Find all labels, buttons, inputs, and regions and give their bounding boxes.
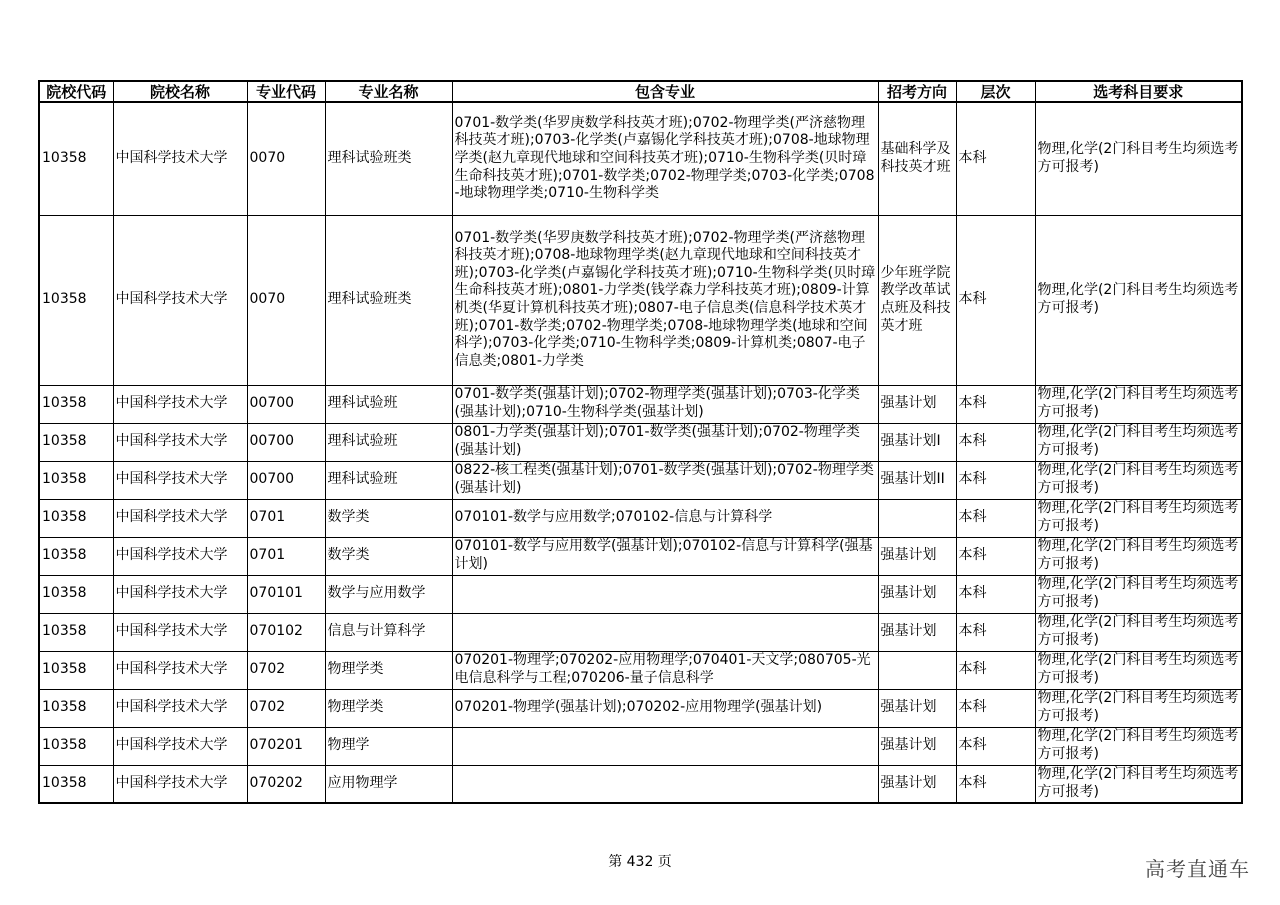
cell-school-name: 中国科学技术大学 bbox=[113, 689, 247, 727]
cell-major-name: 理科试验班 bbox=[325, 423, 452, 461]
table-row bbox=[39, 461, 1242, 499]
cell-school-name: 中国科学技术大学 bbox=[113, 215, 247, 385]
header-subject-requirement: 选考科目要求 bbox=[1035, 81, 1242, 102]
cell-major-code: 070102 bbox=[247, 613, 325, 651]
watermark-text: 高考直通车 bbox=[1145, 857, 1250, 881]
cell-school-name: 中国科学技术大学 bbox=[113, 727, 247, 765]
cell-direction: 强基计划 bbox=[878, 385, 956, 423]
cell-major-name: 物理学类 bbox=[325, 651, 452, 689]
header-direction: 招考方向 bbox=[878, 81, 956, 102]
table-row bbox=[39, 102, 1242, 215]
table-row bbox=[39, 689, 1242, 727]
cell-major-code: 070201 bbox=[247, 727, 325, 765]
cell-subject-requirement: 物理,化学(2门科目考生均须选考方可报考) bbox=[1035, 613, 1242, 651]
cell-school-name: 中国科学技术大学 bbox=[113, 385, 247, 423]
cell-direction: 强基计划 bbox=[878, 575, 956, 613]
cell-major-name: 应用物理学 bbox=[325, 765, 452, 803]
cell-subject-requirement: 物理,化学(2门科目考生均须选考方可报考) bbox=[1035, 689, 1242, 727]
cell-level: 本科 bbox=[956, 537, 1035, 575]
cell-subject-requirement: 物理,化学(2门科目考生均须选考方可报考) bbox=[1035, 499, 1242, 537]
cell-school-name: 中国科学技术大学 bbox=[113, 499, 247, 537]
cell-included-majors: 070201-物理学;070202-应用物理学;070401-天文学;080705-光电信息科学与工程;070206-量子信息科学 bbox=[452, 651, 878, 689]
cell-level: 本科 bbox=[956, 215, 1035, 385]
cell-school-name: 中国科学技术大学 bbox=[113, 575, 247, 613]
cell-level: 本科 bbox=[956, 102, 1035, 215]
cell-school-code: 10358 bbox=[39, 499, 113, 537]
cell-major-code: 0702 bbox=[247, 651, 325, 689]
cell-school-code: 10358 bbox=[39, 102, 113, 215]
cell-major-code: 0702 bbox=[247, 689, 325, 727]
cell-included-majors: 0701-数学类(强基计划);0702-物理学类(强基计划);0703-化学类(强基计划);0710-生物科学类(强基计划) bbox=[452, 385, 878, 423]
cell-major-name: 理科试验班 bbox=[325, 461, 452, 499]
cell-school-name: 中国科学技术大学 bbox=[113, 461, 247, 499]
cell-school-name: 中国科学技术大学 bbox=[113, 651, 247, 689]
cell-direction: 强基计划I bbox=[878, 423, 956, 461]
table-body bbox=[39, 102, 1242, 803]
cell-major-code: 00700 bbox=[247, 461, 325, 499]
cell-major-name: 物理学 bbox=[325, 727, 452, 765]
cell-subject-requirement: 物理,化学(2门科目考生均须选考方可报考) bbox=[1035, 765, 1242, 803]
cell-major-name: 信息与计算科学 bbox=[325, 613, 452, 651]
cell-school-name: 中国科学技术大学 bbox=[113, 423, 247, 461]
cell-level: 本科 bbox=[956, 499, 1035, 537]
header-major-code: 专业代码 bbox=[247, 81, 325, 102]
cell-major-name: 数学类 bbox=[325, 537, 452, 575]
header-major-name: 专业名称 bbox=[325, 81, 452, 102]
cell-subject-requirement: 物理,化学(2门科目考生均须选考方可报考) bbox=[1035, 727, 1242, 765]
cell-included-majors bbox=[452, 613, 878, 651]
cell-level: 本科 bbox=[956, 765, 1035, 803]
table-row bbox=[39, 727, 1242, 765]
cell-major-code: 00700 bbox=[247, 385, 325, 423]
cell-subject-requirement: 物理,化学(2门科目考生均须选考方可报考) bbox=[1035, 651, 1242, 689]
cell-major-name: 理科试验班类 bbox=[325, 215, 452, 385]
table-row bbox=[39, 575, 1242, 613]
cell-level: 本科 bbox=[956, 385, 1035, 423]
cell-school-code: 10358 bbox=[39, 575, 113, 613]
cell-direction bbox=[878, 499, 956, 537]
table-row bbox=[39, 651, 1242, 689]
cell-subject-requirement: 物理,化学(2门科目考生均须选考方可报考) bbox=[1035, 102, 1242, 215]
cell-level: 本科 bbox=[956, 575, 1035, 613]
cell-subject-requirement: 物理,化学(2门科目考生均须选考方可报考) bbox=[1035, 215, 1242, 385]
cell-major-name: 理科试验班类 bbox=[325, 102, 452, 215]
cell-school-name: 中国科学技术大学 bbox=[113, 102, 247, 215]
table-row bbox=[39, 537, 1242, 575]
cell-level: 本科 bbox=[956, 689, 1035, 727]
cell-direction: 强基计划 bbox=[878, 727, 956, 765]
cell-subject-requirement: 物理,化学(2门科目考生均须选考方可报考) bbox=[1035, 537, 1242, 575]
cell-subject-requirement: 物理,化学(2门科目考生均须选考方可报考) bbox=[1035, 423, 1242, 461]
cell-level: 本科 bbox=[956, 461, 1035, 499]
table-row bbox=[39, 215, 1242, 385]
cell-major-name: 物理学类 bbox=[325, 689, 452, 727]
cell-major-name: 理科试验班 bbox=[325, 385, 452, 423]
header-school-code: 院校代码 bbox=[39, 81, 113, 102]
cell-school-code: 10358 bbox=[39, 461, 113, 499]
cell-included-majors: 0822-核工程类(强基计划);0701-数学类(强基计划);0702-物理学类(强基计划) bbox=[452, 461, 878, 499]
cell-major-code: 070202 bbox=[247, 765, 325, 803]
header-included-majors: 包含专业 bbox=[452, 81, 878, 102]
header-level: 层次 bbox=[956, 81, 1035, 102]
cell-direction: 强基计划 bbox=[878, 765, 956, 803]
cell-major-code: 0701 bbox=[247, 499, 325, 537]
cell-school-code: 10358 bbox=[39, 423, 113, 461]
cell-school-name: 中国科学技术大学 bbox=[113, 765, 247, 803]
cell-level: 本科 bbox=[956, 727, 1035, 765]
cell-school-code: 10358 bbox=[39, 727, 113, 765]
cell-direction: 强基计划 bbox=[878, 537, 956, 575]
cell-included-majors: 0701-数学类(华罗庚数学科技英才班);0702-物理学类(严济慈物理科技英才班);0708-地球物理学类(赵九章现代地球和空间科技英才班);0703-化学类(卢嘉锡化学科技英才班);0710-生物科学类(贝时璋生命科技英才班);0801-力学类(钱学森力学科技英才班);0809-计算机类(华夏计算机科技英才班);0807-电子信息类(信息科学技术英才班);0701-数学类;0702-物理学类;0708-地球物理学类(地球和空间科学);0703-化学类;0710-生物科学类;0809-计算机类;0807-电子信息类;0801-力学类 bbox=[452, 215, 878, 385]
cell-school-name: 中国科学技术大学 bbox=[113, 613, 247, 651]
admission-table bbox=[38, 80, 1243, 804]
cell-major-code: 0701 bbox=[247, 537, 325, 575]
cell-included-majors: 070101-数学与应用数学(强基计划);070102-信息与计算科学(强基计划) bbox=[452, 537, 878, 575]
table-row bbox=[39, 613, 1242, 651]
cell-major-code: 00700 bbox=[247, 423, 325, 461]
table-row bbox=[39, 499, 1242, 537]
cell-included-majors bbox=[452, 727, 878, 765]
cell-direction bbox=[878, 651, 956, 689]
cell-school-code: 10358 bbox=[39, 613, 113, 651]
cell-subject-requirement: 物理,化学(2门科目考生均须选考方可报考) bbox=[1035, 385, 1242, 423]
cell-included-majors: 0801-力学类(强基计划);0701-数学类(强基计划);0702-物理学类(强基计划) bbox=[452, 423, 878, 461]
cell-subject-requirement: 物理,化学(2门科目考生均须选考方可报考) bbox=[1035, 461, 1242, 499]
table-row bbox=[39, 385, 1242, 423]
cell-included-majors bbox=[452, 765, 878, 803]
header-school-name: 院校名称 bbox=[113, 81, 247, 102]
cell-included-majors: 0701-数学类(华罗庚数学科技英才班);0702-物理学类(严济慈物理科技英才班);0703-化学类(卢嘉锡化学科技英才班);0708-地球物理学类(赵九章现代地球和空间科技英才班);0710-生物科学类(贝时璋生命科技英才班);0701-数学类;0702-物理学类;0703-化学类;0708-地球物理学类;0710-生物科学类 bbox=[452, 102, 878, 215]
cell-major-code: 0070 bbox=[247, 215, 325, 385]
cell-school-code: 10358 bbox=[39, 215, 113, 385]
header-row bbox=[39, 81, 1242, 102]
cell-school-code: 10358 bbox=[39, 385, 113, 423]
cell-direction: 基础科学及科技英才班 bbox=[878, 102, 956, 215]
cell-included-majors bbox=[452, 575, 878, 613]
table-row bbox=[39, 765, 1242, 803]
cell-direction: 强基计划 bbox=[878, 689, 956, 727]
cell-school-code: 10358 bbox=[39, 537, 113, 575]
cell-direction: 少年班学院教学改革试点班及科技英才班 bbox=[878, 215, 956, 385]
cell-major-name: 数学与应用数学 bbox=[325, 575, 452, 613]
cell-direction: 强基计划II bbox=[878, 461, 956, 499]
cell-level: 本科 bbox=[956, 423, 1035, 461]
cell-included-majors: 070201-物理学(强基计划);070202-应用物理学(强基计划) bbox=[452, 689, 878, 727]
cell-level: 本科 bbox=[956, 651, 1035, 689]
cell-major-code: 0070 bbox=[247, 102, 325, 215]
cell-school-code: 10358 bbox=[39, 765, 113, 803]
cell-school-name: 中国科学技术大学 bbox=[113, 537, 247, 575]
page-number: 第 432 页 bbox=[608, 854, 672, 870]
cell-level: 本科 bbox=[956, 613, 1035, 651]
cell-major-name: 数学类 bbox=[325, 499, 452, 537]
cell-school-code: 10358 bbox=[39, 689, 113, 727]
cell-school-code: 10358 bbox=[39, 651, 113, 689]
table-row bbox=[39, 423, 1242, 461]
cell-included-majors: 070101-数学与应用数学;070102-信息与计算科学 bbox=[452, 499, 878, 537]
cell-subject-requirement: 物理,化学(2门科目考生均须选考方可报考) bbox=[1035, 575, 1242, 613]
cell-major-code: 070101 bbox=[247, 575, 325, 613]
cell-direction: 强基计划 bbox=[878, 613, 956, 651]
